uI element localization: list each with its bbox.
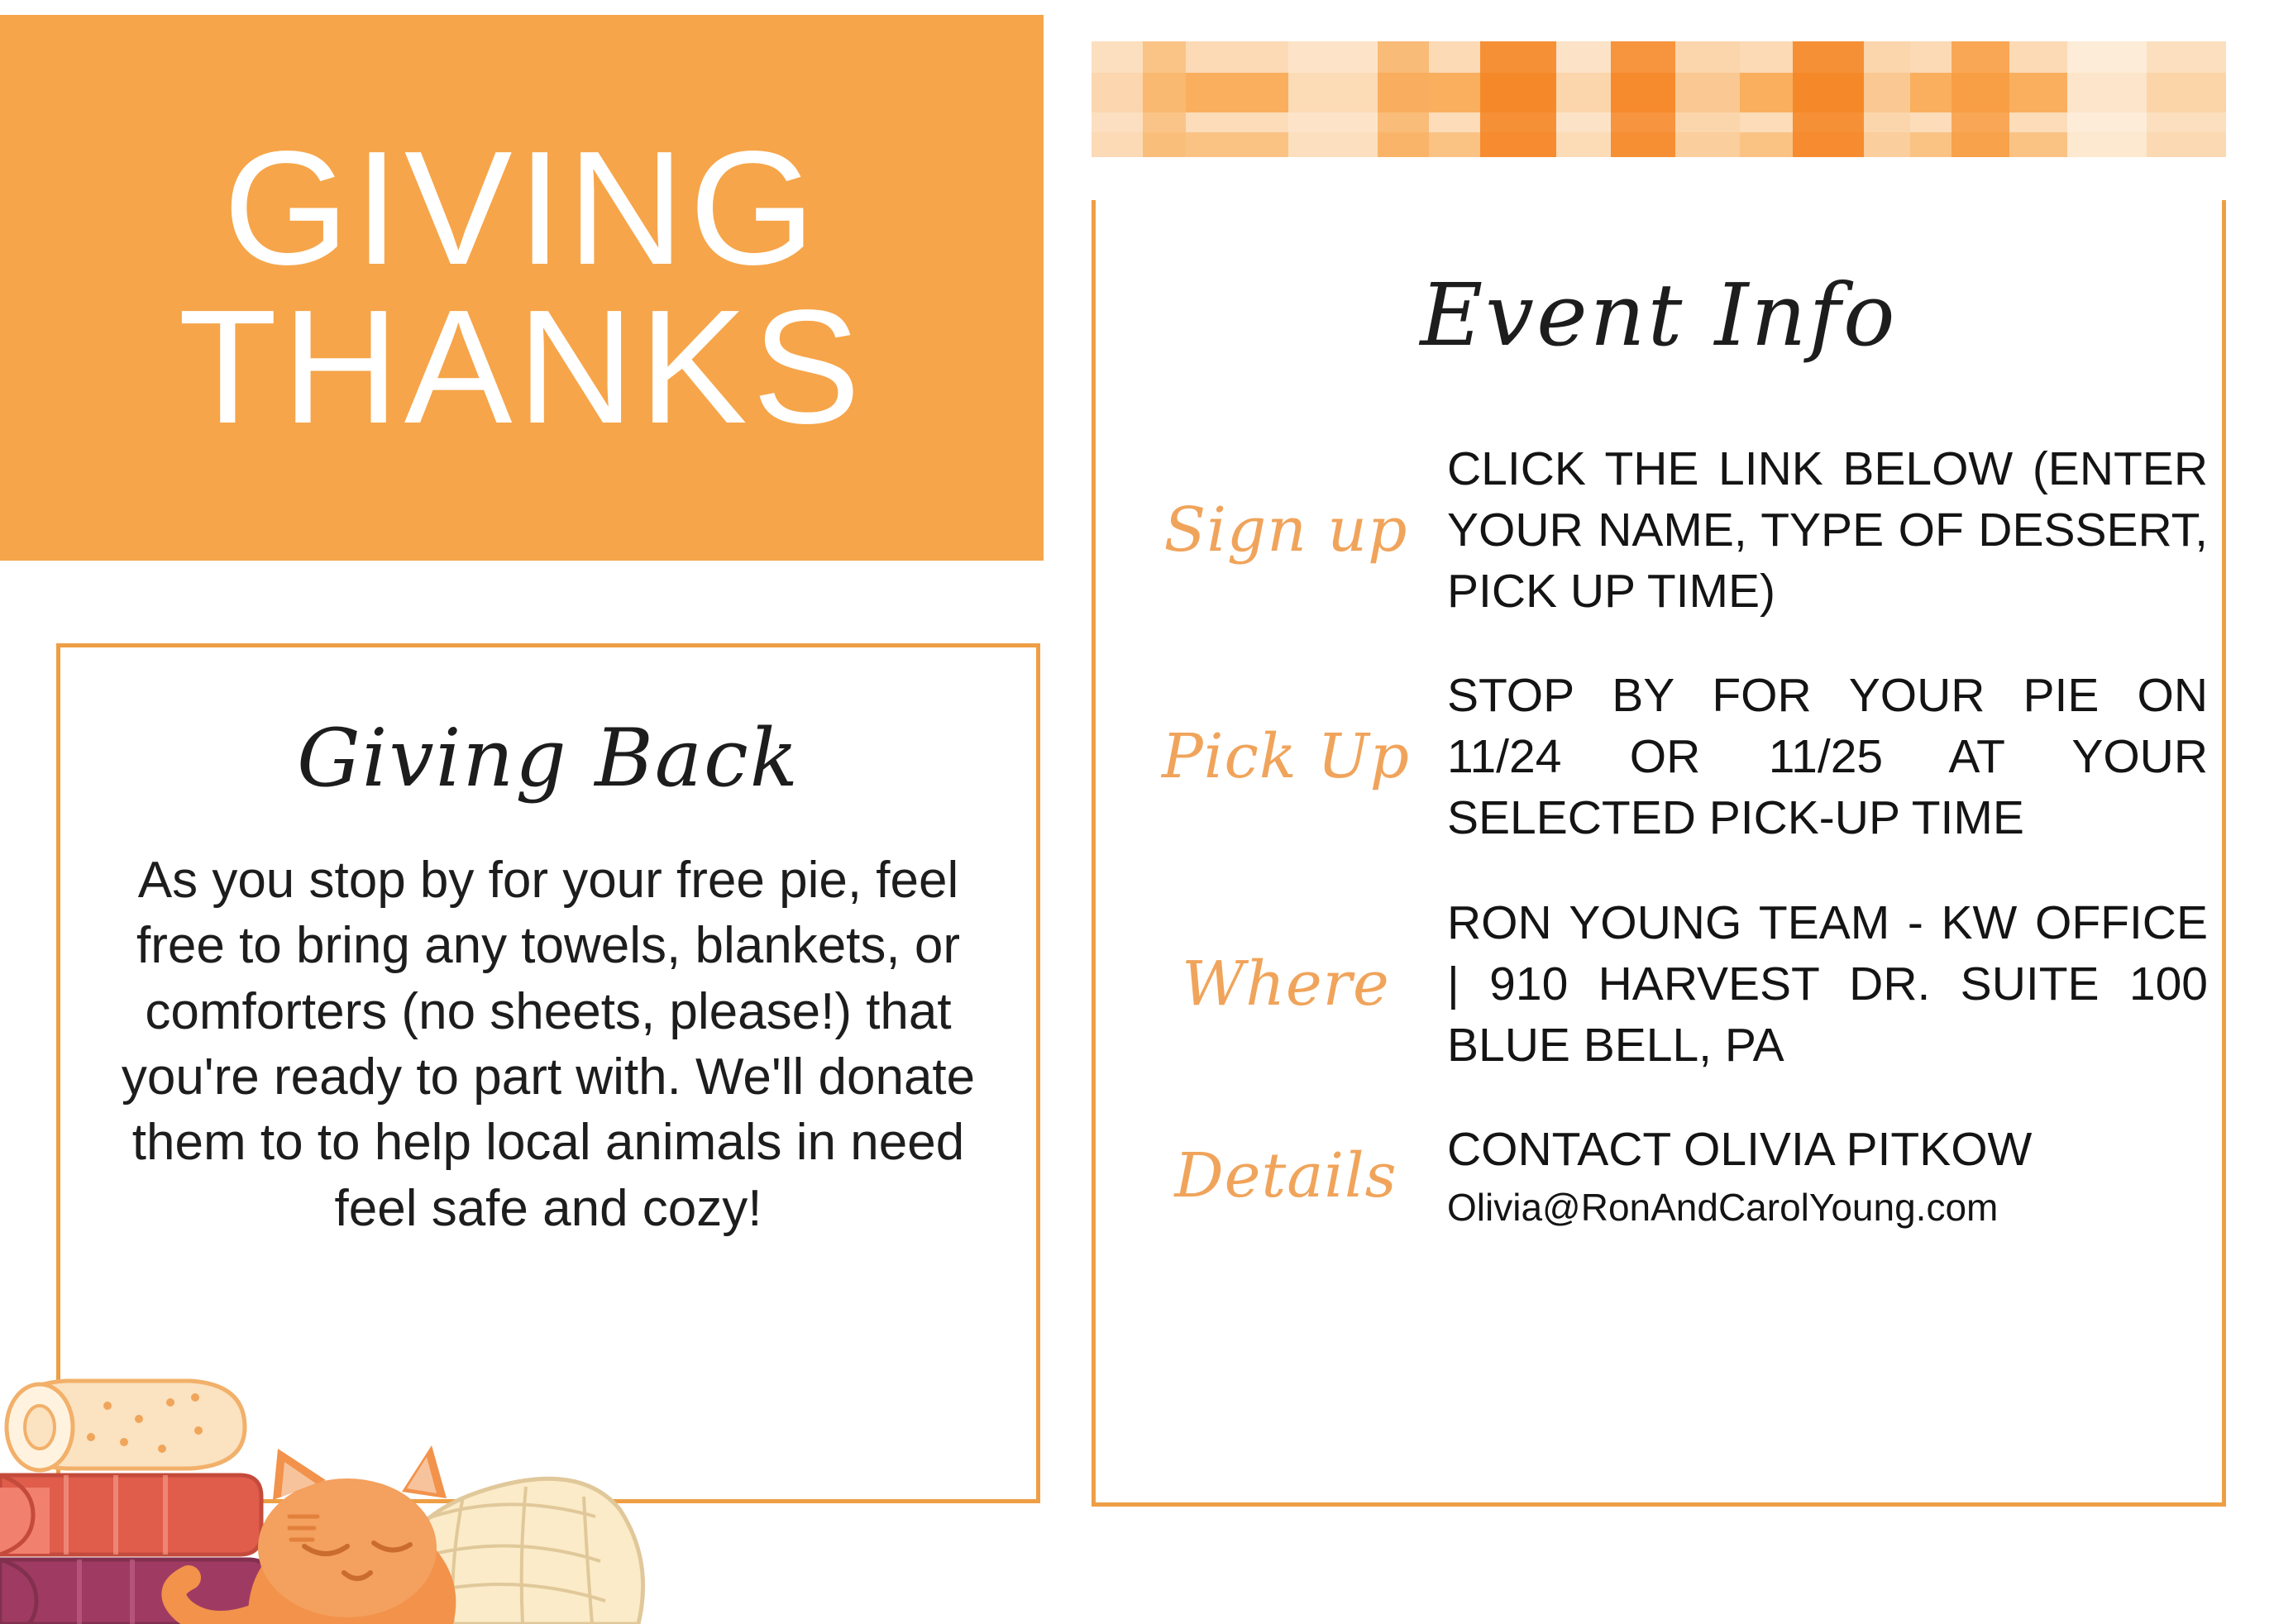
contact-email[interactable]: Olivia@RonAndCarolYoung.com <box>1447 1185 1999 1229</box>
event-row-details <box>1125 1119 2208 1233</box>
event-row-label: Sign up <box>1163 494 1408 566</box>
giving-back-card <box>56 643 1040 1503</box>
folded-purple-blanket-icon <box>0 1560 271 1624</box>
event-row-text: RON YOUNG TEAM - KW OFFICE | 910 HARVEST DR. SUITE 100 BLUE BELL, PA <box>1447 896 2208 1072</box>
event-row-label: Pick Up <box>1161 721 1410 793</box>
title-banner <box>0 15 1044 561</box>
event-info-rows <box>1125 438 2208 1276</box>
event-row-label: Where <box>1182 948 1390 1020</box>
title-line-1: GIVING <box>222 117 821 299</box>
event-row-text-wrapper <box>1447 1119 2208 1233</box>
plaid-pattern-banner <box>1092 35 2226 200</box>
event-row-text: CONTACT OLIVIA PITKOW <box>1447 1122 2033 1176</box>
giving-back-heading: Giving Back <box>297 712 800 805</box>
event-info-heading: Event Info <box>1420 265 1898 365</box>
event-row-sign-up <box>1125 438 2208 622</box>
event-row-label: Details <box>1174 1139 1397 1211</box>
giving-back-body: As you stop by for your free pie, feel free to bring any towels, blankets, or comforters (no sheets, please!) that you're ready to part with. We'll donate them to to help local animals in need feel safe and cozy! <box>121 852 976 1237</box>
event-row-where <box>1125 892 2208 1076</box>
event-row-text: CLICK THE LINK BELOW (ENTER YOUR NAME, TYPE OF DESSERT, PICK UP TIME) <box>1447 442 2208 619</box>
title-line-2: THANKS <box>178 276 866 457</box>
event-row-pick-up <box>1125 665 2208 848</box>
event-row-text: STOP BY FOR YOUR PIE ON 11/24 OR 11/25 AT YOUR SELECTED PICK-UP TIME <box>1447 669 2208 845</box>
